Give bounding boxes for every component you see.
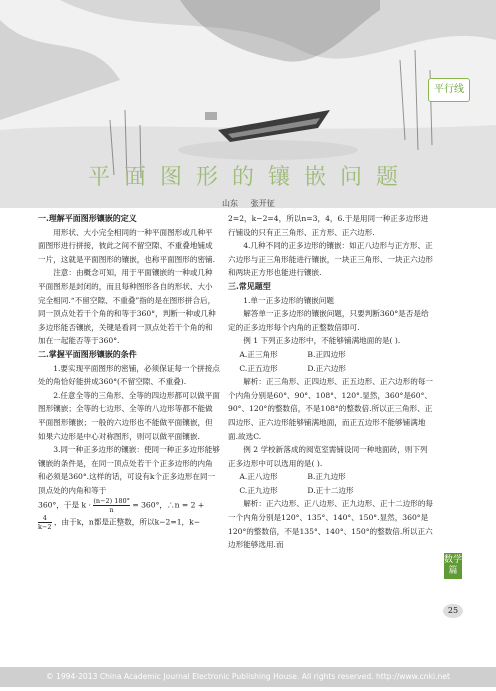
left-column	[38, 212, 220, 531]
options-row	[228, 362, 434, 376]
right-column	[228, 212, 434, 552]
article-title: 平面图形的镶嵌问题	[88, 165, 413, 190]
paragraph: 4.几种不同的正多边形的镶嵌：如正八边形与正方形、正六边形与正三角形能进行镶嵌，一块正三角形、一块正六边形和两块正方形也能进行镶嵌.	[228, 241, 434, 278]
formula-text: 360°，于是 k ·	[38, 500, 91, 510]
option: A.正三角形	[239, 349, 278, 359]
option: B.正四边形	[307, 349, 346, 359]
options-row	[228, 470, 434, 484]
option: C.正九边形	[239, 485, 278, 495]
author-region: 山东	[222, 199, 238, 208]
example-question: 例 1 下列正多边形中，不能够铺满地面的是( ).	[243, 336, 401, 346]
formula-text: ，由于k，n都是正整数，所以k−2=1，k−	[53, 517, 201, 527]
section-heading: 二.掌握平面图形镶嵌的条件	[38, 348, 137, 359]
paragraph: 3.同一种正多边形的镶嵌：使同一种正多边形能够镶嵌的条件是，在同一顶点处若干个正多边形的内角和必须是360°.这样的话，可设有k个正多边形在同一顶点处的内角和等于	[38, 445, 220, 495]
formula-line	[38, 497, 220, 514]
option: D.正六边形	[307, 363, 346, 373]
option: A.正八边形	[239, 472, 278, 482]
solution: 解析：正六边形、正八边形、正九边形、正十二边形的每一个内角分别是120°、135°、140°、150°.显然，360°是120°的整数倍，不是135°、140°、150°的整数倍.所以正六边形能够选用.而	[228, 499, 434, 550]
page-number: 25	[443, 604, 463, 618]
column-tag: 平行线	[428, 78, 470, 102]
section-label: 数学篇	[444, 553, 462, 579]
solution: 解析：正三角形、正四边形、正五边形、正六边形的每一个内角分别是60°、90°、108°、120°.显然，360°是60°、90°、120°的整数倍，不是108°的整数倍.所以正三角形、正四边形、正六边形能够铺满地面，而正五边形不能够铺满地面.故选C.	[228, 377, 434, 441]
paragraph: 注意：由概念可知，用于平面镶嵌的一种或几种平面图形是封闭的，而且每种图形各自的形状、大小完全相同.“不留空隙、不重叠”指的是在图形拼合后，同一顶点处若干个角的和等于360°，判断一种或几种多边形能否镶嵌，关键是看同一顶点处若干个角的和加在一起能否等于360°.	[38, 268, 216, 346]
option: C.正五边形	[239, 363, 278, 373]
paragraph: 用形状、大小完全相同的一种平面图形或几种平面图形进行拼接，彼此之间不留空隙、不重叠地铺成一片，这就是平面图形的镶嵌，也称平面图形的密铺.	[38, 227, 216, 264]
paragraph: 2=2，k−2=4，所以n=3，4，6.于是用同一种正多边形进行铺设的只有正三角形、正方形、正六边形.	[228, 214, 429, 237]
paragraph: 1.单一正多边形的镶嵌问题	[243, 295, 334, 305]
paragraph: 解答单一正多边形的镶嵌问题，只要判断360°是否是给定的正多边形每个内角的正整数倍即可.	[228, 309, 429, 332]
paragraph: 2.任意全等的三角形、全等的四边形都可以做平面图形镶嵌；全等的七边形、全等的八边形等都不能做平面图形镶嵌；一般的六边形也不能做平面镶嵌，但如果六边形是中心对称图形，则可以做平面镶嵌.	[38, 390, 220, 441]
formula-line	[38, 514, 220, 531]
section-heading: 三.常见题型	[228, 280, 271, 291]
options-row	[228, 348, 434, 362]
formula-fraction: $\frac{4}{k-2}$	[38, 514, 52, 532]
formula-fraction: $\frac{(n-2) 180^\circ}{n}$	[93, 497, 130, 515]
options-row	[228, 484, 434, 498]
option: D.正十二边形	[307, 485, 354, 495]
author-line	[222, 198, 275, 209]
author-name: 张开征	[250, 199, 275, 208]
paragraph: 1.要实现平面图形的密铺，必须保证每一个拼接点处的角恰好能拼成360°(不留空隙、不重叠).	[38, 363, 220, 387]
section-heading: 一.理解平面图形镶嵌的定义	[38, 213, 137, 223]
example-question: 例 2 学校新落成的阅览室需铺设同一种地面砖，则下列正多边形中可以选用的是( ).	[228, 445, 428, 468]
option: B.正九边形	[307, 472, 346, 482]
formula-text: = 360°，∴n = 2 +	[132, 500, 205, 510]
footer-copyright: © 1994-2013 China Academic Journal Electronic Publishing House. All rights reserved. http://www.cnki.net	[0, 667, 496, 687]
